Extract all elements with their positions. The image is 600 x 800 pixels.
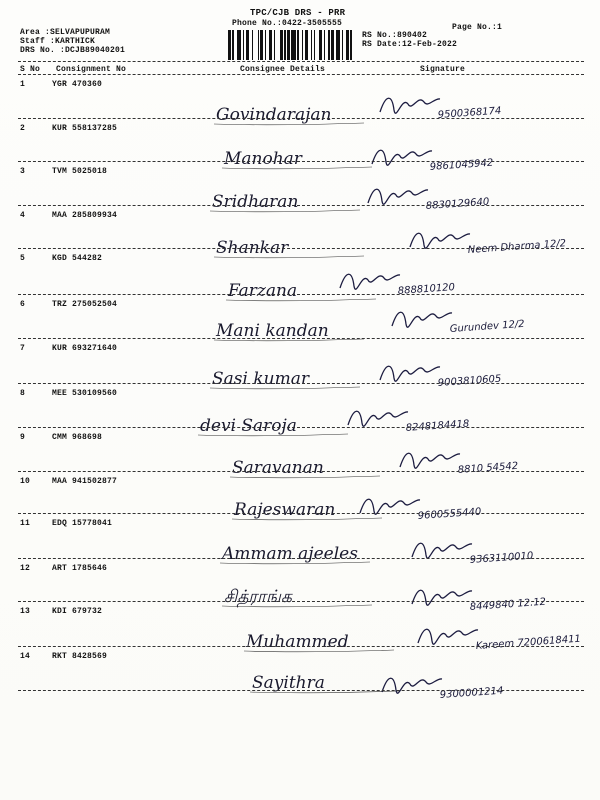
row-consignment-no: MEE 530109560: [52, 389, 118, 398]
signature-note: 8449840 12.12: [469, 596, 547, 613]
row-consignment-no: KDI 679732: [52, 607, 103, 616]
document-title: TPC/CJB DRS - PRR: [250, 8, 346, 18]
consignee-name: Saravanan: [232, 458, 324, 478]
consignee-name: Sasi kumar: [212, 369, 309, 389]
barcode: [228, 30, 354, 60]
row-divider: [18, 118, 584, 119]
consignee-name: சித்ராங்க: [224, 587, 292, 607]
consignee-name: Farzana: [228, 281, 298, 301]
row-consignment-no: KUR 693271640: [52, 344, 118, 353]
row-divider: [18, 338, 584, 339]
drs-number: DRS No. :DCJB89040201: [20, 46, 126, 55]
signature-note: 8248184418: [405, 418, 470, 434]
consignee-name: Manohar: [224, 149, 302, 169]
row-consignment-no: TVM 5025018: [52, 167, 108, 176]
row-sno: 6: [20, 300, 26, 309]
phone-number: Phone No.:0422-3505555: [232, 19, 343, 28]
row-consignment-no: KGD 544282: [52, 254, 103, 263]
row-sno: 12: [20, 564, 31, 573]
signature-note: 9363110010: [469, 550, 534, 566]
row-sno: 13: [20, 607, 31, 616]
header-divider: [18, 74, 584, 75]
signature-note: 888810120: [397, 282, 456, 297]
row-consignment-no: CMM 968698: [52, 433, 103, 442]
row-consignment-no: MAA 941502877: [52, 477, 118, 486]
row-consignment-no: ART 1785646: [52, 564, 108, 573]
signature-note: 9600555440: [417, 506, 482, 522]
row-sno: 3: [20, 167, 26, 176]
row-consignment-no: KUR 558137285: [52, 124, 118, 133]
row-divider: [18, 427, 584, 428]
row-sno: 2: [20, 124, 26, 133]
row-sno: 5: [20, 254, 26, 263]
area-field: Area :SELVAPUPURAM: [20, 28, 111, 37]
row-sno: 1: [20, 80, 26, 89]
row-sno: 8: [20, 389, 26, 398]
consignee-name: Sayithra: [252, 673, 325, 693]
row-divider: [18, 161, 584, 162]
signature-note: 9003810605: [437, 373, 502, 389]
signature-note: 8830129640: [425, 196, 490, 212]
row-divider: [18, 690, 584, 691]
row-divider: [18, 513, 584, 514]
rs-number: RS No.:890402: [362, 31, 428, 40]
row-sno: 11: [20, 519, 31, 528]
staff-field: Staff :KARTHICK: [20, 37, 96, 46]
consignee-name: Mani kandan: [216, 321, 329, 341]
rs-date: RS Date:12-Feb-2022: [362, 40, 458, 49]
row-divider: [18, 558, 584, 559]
row-consignment-no: YGR 470360: [52, 80, 103, 89]
row-divider: [18, 248, 584, 249]
column-signature: Signature: [420, 65, 466, 74]
row-consignment-no: MAA 285809934: [52, 211, 118, 220]
row-divider: [18, 294, 584, 295]
row-sno: 7: [20, 344, 26, 353]
consignee-name: Rajeswaran: [234, 500, 336, 520]
column-consignment: Consignment No: [56, 65, 127, 74]
row-sno: 14: [20, 652, 31, 661]
consignee-name: Ammam ajeeles: [222, 544, 358, 564]
signature-note: Neem Dharma 12/2: [467, 238, 567, 256]
row-divider: [18, 471, 584, 472]
row-consignment-no: RKT 8428569: [52, 652, 108, 661]
row-divider: [18, 383, 584, 384]
row-consignment-no: TRZ 275052504: [52, 300, 118, 309]
row-sno: 10: [20, 477, 31, 486]
consignee-name: devi Saroja: [200, 416, 297, 436]
row-divider: [18, 205, 584, 206]
row-sno: 9: [20, 433, 26, 442]
row-divider: [18, 646, 584, 647]
consignee-name: Govindarajan: [216, 105, 332, 125]
consignee-name: Muhammed: [246, 632, 349, 652]
page-number: Page No.:1: [452, 23, 503, 32]
signature-note: Gurundev 12/2: [449, 318, 525, 335]
header-divider: [18, 61, 584, 62]
column-consignee: Consignee Details: [240, 65, 326, 74]
consignee-name: Sridharan: [212, 192, 299, 212]
signature-note: 8810 54542: [457, 460, 519, 476]
row-divider: [18, 601, 584, 602]
row-sno: 4: [20, 211, 26, 220]
signature-note: 9861045942: [429, 157, 494, 173]
consignee-name: Shankar: [216, 238, 289, 258]
signature-note: Kareem 7200618411: [475, 633, 582, 652]
column-sno: S No: [20, 65, 41, 74]
signature-note: 9500368174: [437, 105, 502, 121]
signature-note: 9300001214: [439, 685, 504, 701]
row-consignment-no: EDQ 15778041: [52, 519, 113, 528]
